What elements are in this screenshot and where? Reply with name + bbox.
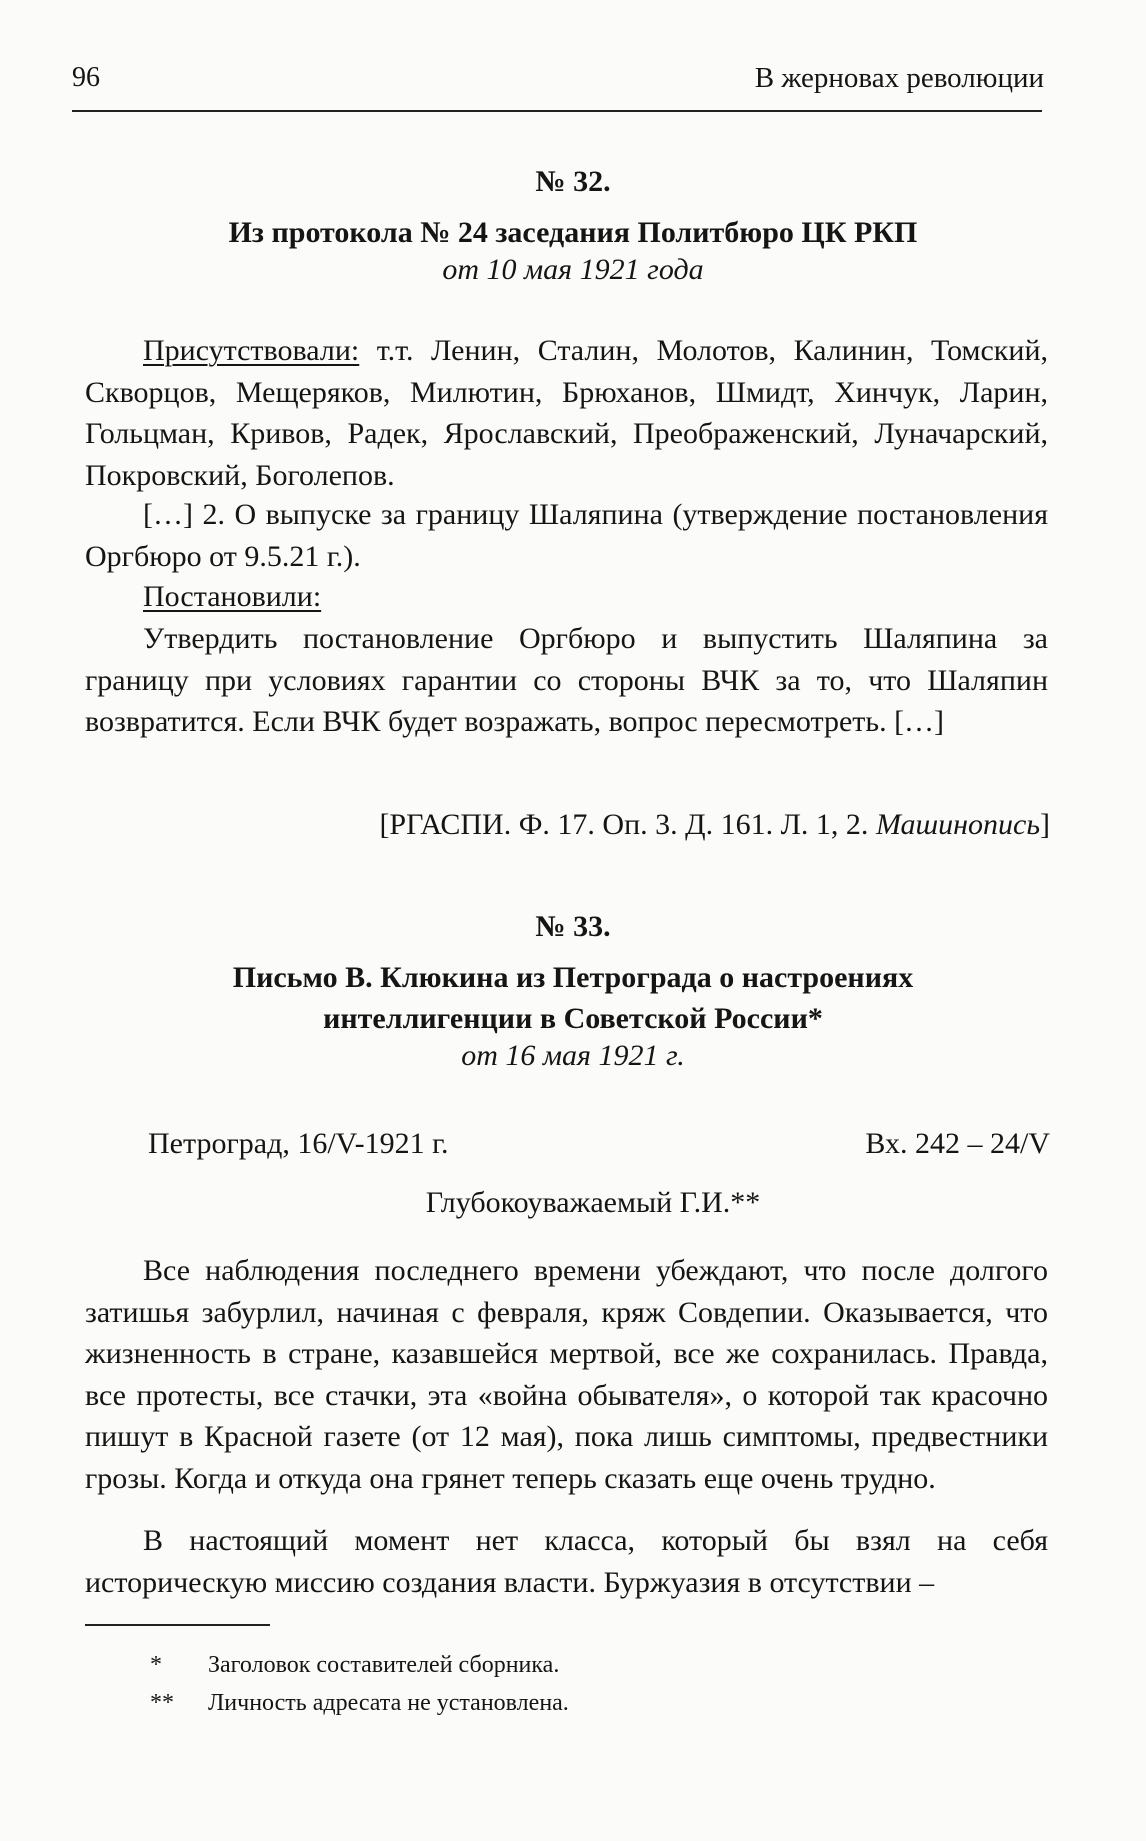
doc33-incoming-number: Вх. 242 – 24/V bbox=[865, 1127, 1050, 1160]
doc32-agenda-item: […] 2. О выпуске за границу Шаляпина (утверждение постановления Оргбюро от 9.5.21 г.). bbox=[85, 498, 1048, 573]
resolved-label: Постановили: bbox=[143, 580, 322, 613]
doc33-paragraph-1: Все наблюдения последнего времени убеждают, что после долгого затишья забурлил, начиная с февраля, кряж Совдепии. Оказывается, что жизненность в стране, казавшейся мертвой, все же сохранилась. Правда, все протесты, все стачки, эта «война обывателя», о которой так красочно пишут в Красной газете (от 12 мая), пока лишь симптомы, предвестники грозы. Когда и откуда она грянет теперь сказать еще очень трудно. bbox=[85, 1254, 1048, 1495]
source-type: Машинопись bbox=[875, 808, 1040, 841]
doc32-date: от 10 мая 1921 года bbox=[442, 253, 704, 286]
doc32-resolution: Утвердить постановление Оргбюро и выпустить Шаляпина за границу при условиях гарантии со стороны ВЧК за то, что Шаляпин возвратится. Если ВЧК будет возражать, вопрос пересмотреть. […] bbox=[85, 622, 1048, 738]
source-bracket: ] bbox=[1040, 808, 1050, 841]
present-list: т.т. Ленин, Сталин, Молотов, Калинин, Томский, Скворцов, Мещеряков, Милютин, Брюханов, Шмидт, Хинчук, Ларин, Гольцман, Кривов, Радек, Ярославский, Преображенский, Луначарский, Покровский, Боголепов. bbox=[85, 334, 1048, 492]
doc32-resolved-heading bbox=[85, 576, 1048, 618]
doc33-place-date: Петроград, 16/V-1921 г. bbox=[148, 1127, 449, 1160]
footnote-mark: * bbox=[150, 1652, 162, 1678]
doc33-salutation: Глубокоуважаемый Г.И.** bbox=[425, 1186, 761, 1219]
footnote-text: Личность адресата не установлена. bbox=[208, 1690, 569, 1716]
doc32-number: № 32. bbox=[535, 165, 611, 198]
footnote-rule bbox=[85, 1624, 270, 1626]
doc32-attendees bbox=[85, 330, 1048, 496]
footnote-text: Заголовок составителей сборника. bbox=[208, 1652, 560, 1678]
footnote-mark: ** bbox=[150, 1690, 174, 1716]
doc33-paragraph-2: В настоящий момент нет класса, который бы взял на себя историческую миссию создания власти. Буржуазия в отсутствии – bbox=[85, 1524, 1048, 1599]
doc33-title-line1: Письмо В. Клюкина из Петрограда о настроениях bbox=[232, 961, 914, 994]
header-rule bbox=[72, 110, 1042, 112]
doc32-archive-source bbox=[379, 808, 1050, 842]
running-title: В жерновах революции bbox=[754, 62, 1044, 94]
page-number: 96 bbox=[72, 62, 100, 93]
present-label: Присутствовали: bbox=[143, 334, 360, 367]
doc33-number: № 33. bbox=[535, 910, 611, 943]
source-reference: [РГАСПИ. Ф. 17. Оп. 3. Д. 161. Л. 1, 2. bbox=[379, 808, 876, 841]
doc33-date: от 16 мая 1921 г. bbox=[461, 1039, 685, 1072]
doc32-title: Из протокола № 24 заседания Политбюро ЦК РКП bbox=[228, 216, 918, 249]
doc33-title-line2: интеллигенции в Советской России* bbox=[323, 1002, 823, 1035]
